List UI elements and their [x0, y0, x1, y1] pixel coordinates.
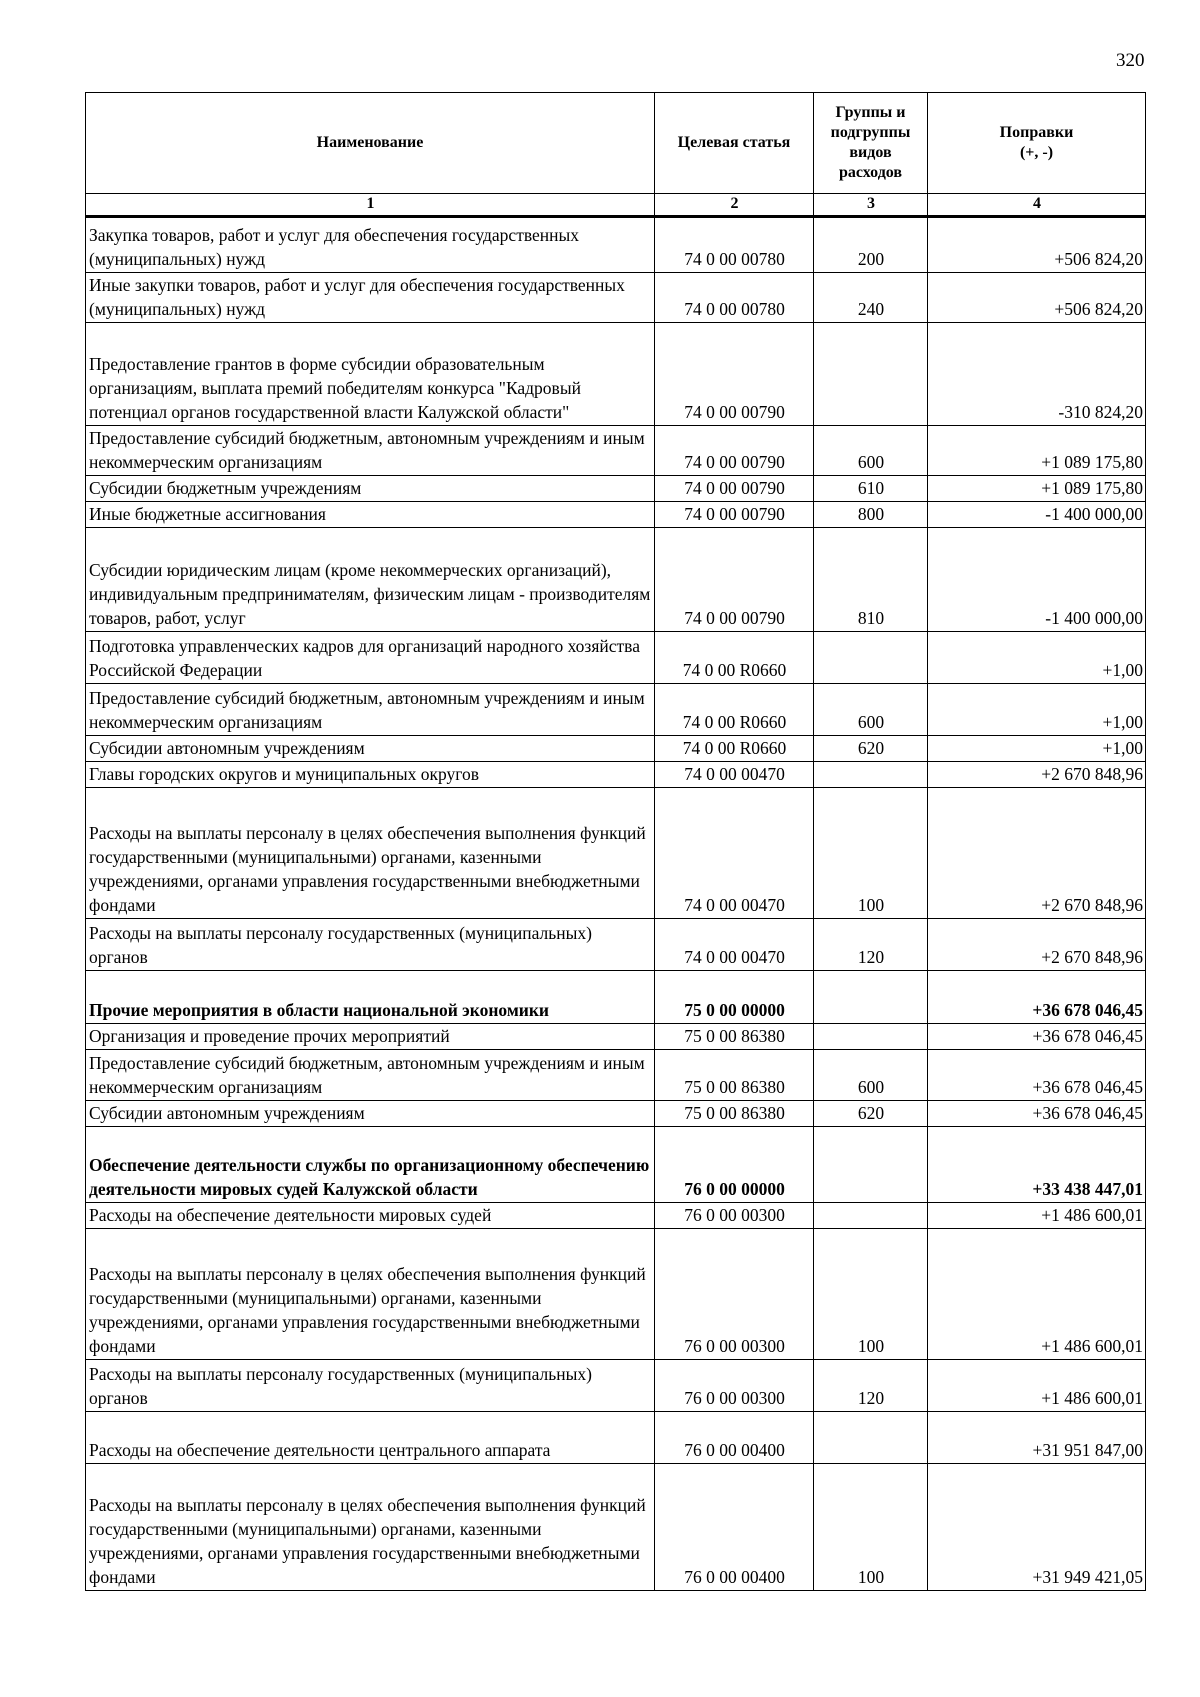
row-amendment-cell: -1 400 000,00 — [928, 502, 1146, 528]
row-expense-group-cell: 120 — [814, 1360, 928, 1412]
page-number: 320 — [1116, 50, 1145, 71]
table-row — [86, 1412, 1146, 1464]
row-name-cell: Иные бюджетные ассигнования — [86, 502, 655, 528]
row-amendment-cell: +1 089 175,80 — [928, 426, 1146, 476]
table-row — [86, 217, 1146, 273]
table-row — [86, 736, 1146, 762]
row-target-article-cell: 74 0 00 00790 — [655, 323, 814, 426]
row-amendment-cell: +31 951 847,00 — [928, 1412, 1146, 1464]
row-name-cell: Закупка товаров, работ и услуг для обеспечения государственных (муниципальных) нужд — [86, 217, 655, 273]
table-header-row — [86, 93, 1146, 194]
row-amendment-cell: +2 670 848,96 — [928, 788, 1146, 919]
row-amendment-cell: +1,00 — [928, 632, 1146, 684]
row-name-cell: Предоставление грантов в форме субсидии образовательным организациям, выплата премий победителям конкурса "Кадровый потенциал органов государственной власти Калужской области" — [86, 323, 655, 426]
row-name-cell: Субсидии автономным учреждениям — [86, 1101, 655, 1127]
row-amendment-cell: +506 824,20 — [928, 217, 1146, 273]
row-expense-group-cell — [814, 1203, 928, 1229]
table-row — [86, 323, 1146, 426]
row-target-article-cell: 76 0 00 00000 — [655, 1127, 814, 1203]
table-row — [86, 1024, 1146, 1050]
row-amendment-cell: +506 824,20 — [928, 273, 1146, 323]
row-expense-group-cell: 100 — [814, 1229, 928, 1360]
row-amendment-cell: -310 824,20 — [928, 323, 1146, 426]
row-amendment-cell: +36 678 046,45 — [928, 1101, 1146, 1127]
row-name-cell: Субсидии юридическим лицам (кроме некоммерческих организаций), индивидуальным предпринимателям, физическим лицам - производителям товаров, работ, услуг — [86, 528, 655, 632]
row-expense-group-cell — [814, 1024, 928, 1050]
column-number: 4 — [928, 194, 1146, 217]
row-name-cell: Предоставление субсидий бюджетным, автономным учреждениям и иным некоммерческим организациям — [86, 426, 655, 476]
table-row — [86, 684, 1146, 736]
row-name-cell: Иные закупки товаров, работ и услуг для обеспечения государственных (муниципальных) нужд — [86, 273, 655, 323]
table-row — [86, 1229, 1146, 1360]
table-row — [86, 273, 1146, 323]
row-name-cell: Расходы на выплаты персоналу в целях обеспечения выполнения функций государственными (муниципальными) органами, казенными учреждениями, органами управления государственными внебюджетными фондами — [86, 1229, 655, 1360]
table-row — [86, 502, 1146, 528]
row-amendment-cell: +1 486 600,01 — [928, 1229, 1146, 1360]
row-target-article-cell: 74 0 00 00790 — [655, 528, 814, 632]
row-expense-group-cell: 810 — [814, 528, 928, 632]
table-row — [86, 476, 1146, 502]
row-expense-group-cell — [814, 632, 928, 684]
column-number-row — [86, 194, 1146, 217]
row-name-cell: Обеспечение деятельности службы по организационному обеспечению деятельности мировых судей Калужской области — [86, 1127, 655, 1203]
column-number: 1 — [86, 194, 655, 217]
row-expense-group-cell — [814, 1127, 928, 1203]
row-target-article-cell: 74 0 00 00470 — [655, 919, 814, 971]
row-name-cell: Подготовка управленческих кадров для организаций народного хозяйства Российской Федерации — [86, 632, 655, 684]
row-target-article-cell: 76 0 00 00300 — [655, 1360, 814, 1412]
header-amendments-sign: (+, -) — [1019, 144, 1054, 161]
row-target-article-cell: 74 0 00 00470 — [655, 788, 814, 919]
row-amendment-cell: +36 678 046,45 — [928, 1024, 1146, 1050]
row-name-cell: Прочие мероприятия в области национальной экономики — [86, 971, 655, 1024]
row-expense-group-cell: 600 — [814, 1050, 928, 1101]
table-row — [86, 1203, 1146, 1229]
row-target-article-cell: 76 0 00 00300 — [655, 1203, 814, 1229]
row-target-article-cell: 76 0 00 00300 — [655, 1229, 814, 1360]
header-amendments-title: Поправки — [999, 124, 1074, 141]
row-amendment-cell: +1 486 600,01 — [928, 1203, 1146, 1229]
row-name-cell: Расходы на выплаты персоналу в целях обеспечения выполнения функций государственными (муниципальными) органами, казенными учреждениями, органами управления государственными внебюджетными фондами — [86, 1464, 655, 1591]
row-target-article-cell: 74 0 00 00470 — [655, 762, 814, 788]
row-target-article-cell: 74 0 00 00780 — [655, 217, 814, 273]
row-name-cell: Главы городских округов и муниципальных округов — [86, 762, 655, 788]
row-amendment-cell: +31 949 421,05 — [928, 1464, 1146, 1591]
row-amendment-cell: +33 438 447,01 — [928, 1127, 1146, 1203]
row-expense-group-cell — [814, 762, 928, 788]
row-expense-group-cell: 600 — [814, 426, 928, 476]
column-number: 3 — [814, 194, 928, 217]
row-expense-group-cell — [814, 323, 928, 426]
table-body — [86, 217, 1146, 1591]
table-row — [86, 788, 1146, 919]
row-name-cell: Расходы на выплаты персоналу государственных (муниципальных) органов — [86, 1360, 655, 1412]
row-expense-group-cell: 100 — [814, 788, 928, 919]
table-row — [86, 971, 1146, 1024]
row-target-article-cell: 76 0 00 00400 — [655, 1464, 814, 1591]
row-amendment-cell: +1 089 175,80 — [928, 476, 1146, 502]
table-row — [86, 919, 1146, 971]
row-name-cell: Субсидии бюджетным учреждениям — [86, 476, 655, 502]
column-number: 2 — [655, 194, 814, 217]
row-expense-group-cell: 600 — [814, 684, 928, 736]
row-target-article-cell: 74 0 00 00790 — [655, 502, 814, 528]
row-target-article-cell: 74 0 00 00790 — [655, 426, 814, 476]
row-expense-group-cell: 200 — [814, 217, 928, 273]
row-name-cell: Предоставление субсидий бюджетным, автономным учреждениям и иным некоммерческим организациям — [86, 1050, 655, 1101]
row-expense-group-cell — [814, 1412, 928, 1464]
row-name-cell: Субсидии автономным учреждениям — [86, 736, 655, 762]
row-name-cell: Организация и проведение прочих мероприятий — [86, 1024, 655, 1050]
row-amendment-cell: -1 400 000,00 — [928, 528, 1146, 632]
row-name-cell: Расходы на обеспечение деятельности мировых судей — [86, 1203, 655, 1229]
row-target-article-cell: 75 0 00 86380 — [655, 1101, 814, 1127]
row-expense-group-cell: 120 — [814, 919, 928, 971]
row-expense-group-cell: 800 — [814, 502, 928, 528]
table-row — [86, 1101, 1146, 1127]
row-target-article-cell: 75 0 00 86380 — [655, 1024, 814, 1050]
header-name: Наименование — [86, 93, 655, 194]
row-target-article-cell: 75 0 00 86380 — [655, 1050, 814, 1101]
table-row — [86, 426, 1146, 476]
row-target-article-cell: 74 0 00 R0660 — [655, 684, 814, 736]
row-amendment-cell: +36 678 046,45 — [928, 1050, 1146, 1101]
budget-amendments-table — [85, 92, 1146, 1591]
table-row — [86, 1464, 1146, 1591]
table-row — [86, 762, 1146, 788]
row-target-article-cell: 74 0 00 R0660 — [655, 632, 814, 684]
row-target-article-cell: 74 0 00 00790 — [655, 476, 814, 502]
table-row — [86, 632, 1146, 684]
table-row — [86, 1050, 1146, 1101]
row-expense-group-cell: 100 — [814, 1464, 928, 1591]
row-name-cell: Расходы на выплаты персоналу государственных (муниципальных) органов — [86, 919, 655, 971]
table-row — [86, 1127, 1146, 1203]
table-row — [86, 1360, 1146, 1412]
row-amendment-cell: +2 670 848,96 — [928, 762, 1146, 788]
row-expense-group-cell: 620 — [814, 1101, 928, 1127]
row-name-cell: Предоставление субсидий бюджетным, автономным учреждениям и иным некоммерческим организациям — [86, 684, 655, 736]
row-expense-group-cell: 620 — [814, 736, 928, 762]
row-expense-group-cell: 240 — [814, 273, 928, 323]
header-expense-groups: Группы и подгруппы видов расходов — [814, 93, 928, 194]
row-target-article-cell: 74 0 00 R0660 — [655, 736, 814, 762]
row-name-cell: Расходы на обеспечение деятельности центрального аппарата — [86, 1412, 655, 1464]
row-target-article-cell: 74 0 00 00780 — [655, 273, 814, 323]
row-target-article-cell: 76 0 00 00400 — [655, 1412, 814, 1464]
header-target-article: Целевая статья — [655, 93, 814, 194]
row-target-article-cell: 75 0 00 00000 — [655, 971, 814, 1024]
table-row — [86, 528, 1146, 632]
row-amendment-cell: +2 670 848,96 — [928, 919, 1146, 971]
row-expense-group-cell: 610 — [814, 476, 928, 502]
row-amendment-cell: +36 678 046,45 — [928, 971, 1146, 1024]
row-name-cell: Расходы на выплаты персоналу в целях обеспечения выполнения функций государственными (муниципальными) органами, казенными учреждениями, органами управления государственными внебюджетными фондами — [86, 788, 655, 919]
row-amendment-cell: +1,00 — [928, 684, 1146, 736]
row-amendment-cell: +1 486 600,01 — [928, 1360, 1146, 1412]
row-expense-group-cell — [814, 971, 928, 1024]
row-amendment-cell: +1,00 — [928, 736, 1146, 762]
header-amendments — [928, 93, 1146, 194]
